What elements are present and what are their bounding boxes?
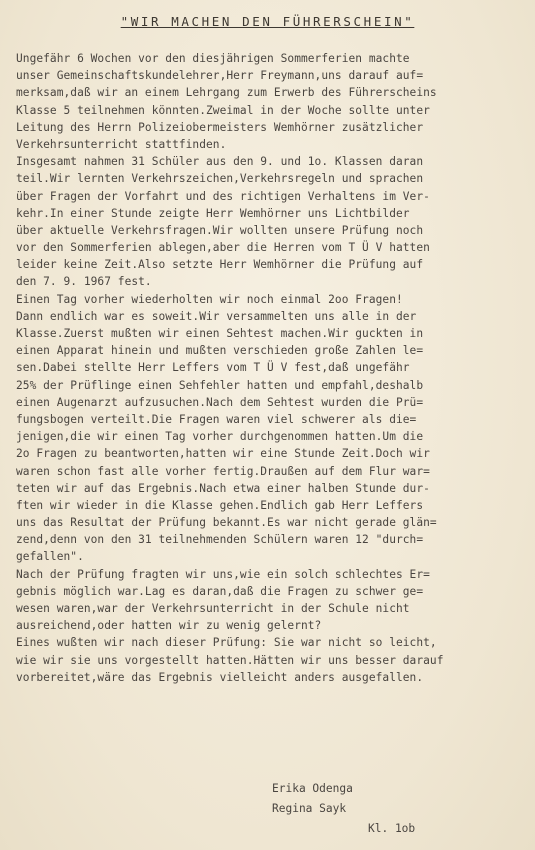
document-title: "WIR MACHEN DEN FÜHRERSCHEIN" [120, 14, 415, 29]
text-line: sen.Dabei stellte Herr Leffers vom T Ü V fest,daß ungefähr [16, 361, 410, 375]
text-line: unser Gemeinschaftskundelehrer,Herr Freymann,uns darauf auf= [16, 69, 424, 83]
text-line: Klasse.Zuerst mußten wir einen Sehtest machen.Wir guckten in [16, 327, 424, 340]
text-line: merksam,daß wir an einem Lehrgang zum Erwerb des Führerscheins [16, 86, 437, 100]
text-line: vor den Sommerferien ablegen,aber die Herren vom T Ü V hatten [16, 241, 430, 255]
text-line: Dann endlich war es soweit.Wir versammelten uns alle in der [16, 309, 417, 323]
body-text [16, 50, 526, 686]
text-line: einen Apparat hinein und mußten verschieden große Zahlen le= [16, 344, 424, 358]
text-line: Klasse 5 teilnehmen könnten.Zweimal in der Woche sollte unter [16, 103, 430, 117]
text-line: wesen waren,war der Verkehrsunterricht in der Schule nicht [16, 602, 410, 615]
text-line: uns das Resultat der Prüfung bekannt.Es war nicht gerade glän= [16, 516, 437, 530]
text-line: Eines wußten wir nach dieser Prüfung: Sie war nicht so leicht, [16, 636, 437, 650]
text-line: vorbereitet,wäre das Ergebnis vielleicht anders ausgefallen. [16, 670, 424, 684]
text-line: den 7. 9. 1967 fest. [16, 275, 152, 289]
text-line: einen Augenarzt aufzusuchen.Nach dem Sehtest wurden die Prü= [16, 395, 424, 409]
text-line: leider keine Zeit.Also setzte Herr Wemhörner die Prüfung auf [16, 258, 424, 272]
text-line: 25% der Prüflinge einen Sehfehler hatten und empfahl,deshalb [16, 378, 424, 392]
text-line: waren schon fast alle vorher fertig.Draußen auf dem Flur war= [16, 464, 430, 478]
text-line: ften wir wieder in die Klasse gehen.Endlich gab Herr Leffers [16, 498, 424, 512]
text-line: teten wir auf das Ergebnis.Nach etwa einer halben Stunde dur- [16, 481, 430, 495]
text-line: gefallen". [16, 550, 84, 564]
text-line: ausreichend,oder hatten wir zu wenig gelernt? [16, 619, 322, 633]
text-line: zend,denn von den 31 teilnehmenden Schülern waren 12 "durch= [16, 533, 424, 547]
text-line: jenigen,die wir einen Tag vorher durchgenommen hatten.Um die [16, 430, 424, 444]
text-line: gebnis möglich war.Lag es daran,daß die Fragen zu schwer ge= [16, 584, 424, 598]
text-line: kehr.In einer Stunde zeigte Herr Wemhörner uns Lichtbilder [16, 206, 410, 220]
text-line: Nach der Prüfung fragten wir uns,wie ein solch schlechtes Er= [16, 567, 430, 581]
author-name: Erika Odenga [272, 782, 353, 795]
author-name: Regina Sayk [272, 802, 347, 815]
text-line: teil.Wir lernten Verkehrszeichen,Verkehrsregeln und sprachen [16, 172, 424, 186]
text-line: über aktuelle Verkehrsfragen.Wir wollten unsere Prüfung noch [16, 223, 424, 237]
text-line: Verkehrsunterricht stattfinden. [16, 137, 227, 151]
text-line: Ungefähr 6 Wochen vor den diesjährigen Sommerferien machte [16, 52, 410, 65]
text-line: 2o Fragen zu beantworten,hatten wir eine Stunde Zeit.Doch wir [16, 447, 430, 461]
text-line: wie wir sie uns vorgestellt hatten.Hätten wir uns besser darauf [16, 653, 444, 667]
text-line: Einen Tag vorher wiederholten wir noch einmal 2oo Fragen! [16, 292, 403, 306]
text-line: Insgesamt nahmen 31 Schüler aus den 9. und 1o. Klassen daran [16, 155, 424, 169]
text-line: über Fragen der Vorfahrt und des richtigen Verhaltens im Ver- [16, 189, 430, 203]
class-label: Kl. 1ob [368, 822, 416, 835]
text-line: fungsbogen verteilt.Die Fragen waren viel schwerer als die= [16, 412, 417, 426]
text-line: Leitung des Herrn Polizeiobermeisters Wemhörner zusätzlicher [16, 120, 424, 134]
